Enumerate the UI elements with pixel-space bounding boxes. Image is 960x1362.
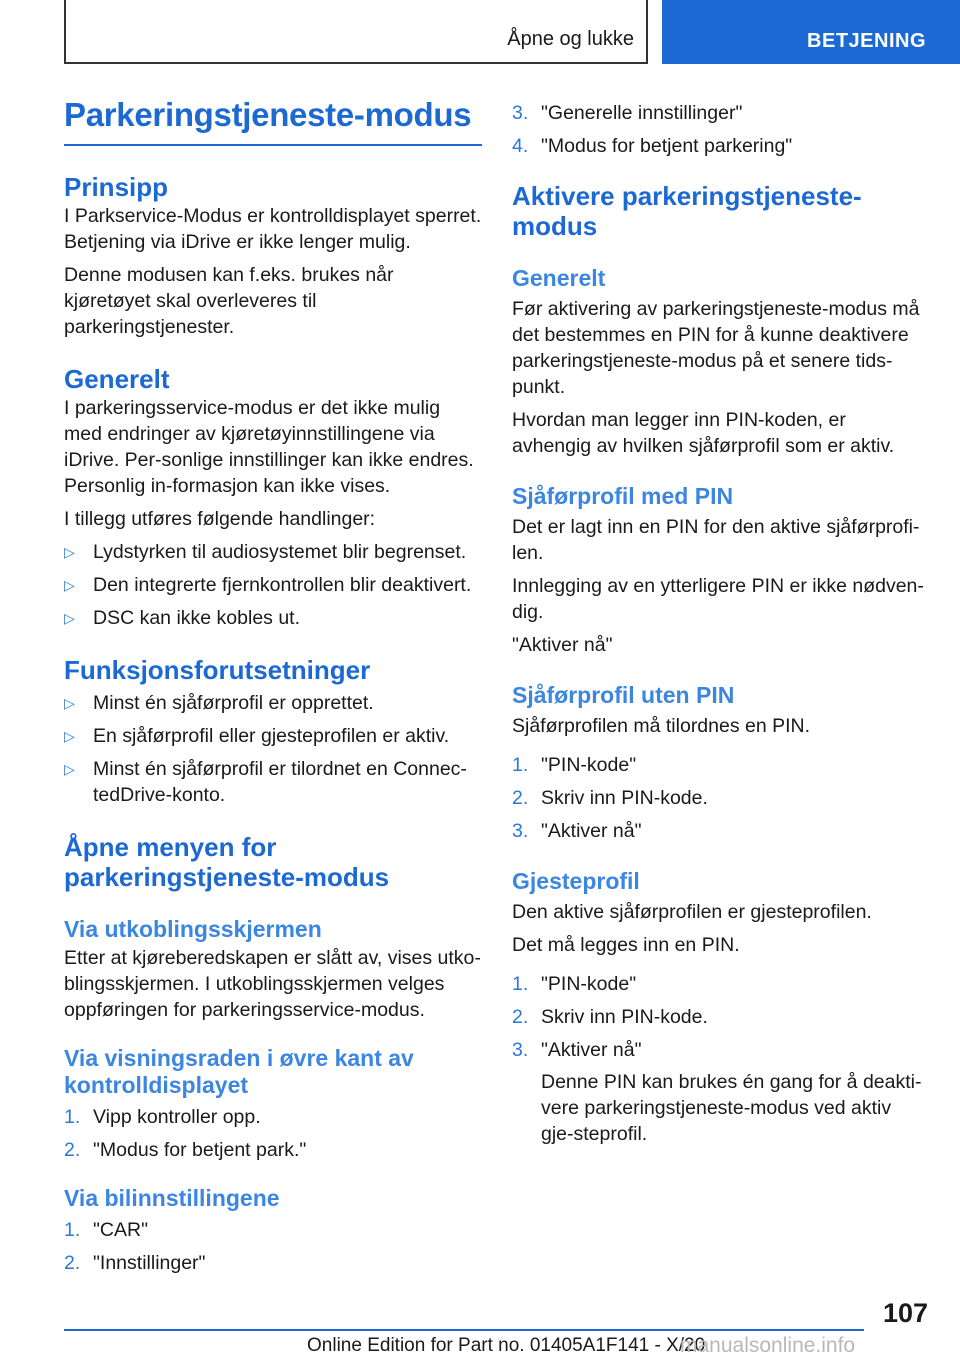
bullet-list [64, 690, 482, 808]
list-item: 2. "Innstillinger" [64, 1252, 206, 1274]
list-item: 1. "PIN-kode" [512, 973, 637, 995]
note-text: Denne PIN kan brukes én gang for å deakti‐vere parkeringstjeneste-modus ved aktiv gje‐steprofil. [541, 1071, 922, 1145]
footer-divider [64, 1329, 864, 1331]
paragraph: Den aktive sjåførprofilen er gjesteprofilen. [512, 901, 872, 923]
list-item: 1. Vipp kontroller opp. [64, 1106, 261, 1128]
header-section-tab [662, 0, 960, 64]
paragraph: I tillegg utføres følgende handlinger: [64, 508, 376, 530]
heading-apne-menyen: Åpne menyen for parkeringstjeneste-modus [64, 832, 390, 892]
list-item: 2. "Modus for betjent park." [64, 1139, 307, 1161]
list-item: 3. "Aktiver nå" Denne PIN kan brukes én gang for å deakti‐vere parkeringstjeneste-modus ved aktiv gje‐steprofil. [512, 1037, 926, 1147]
numbered-list [512, 971, 926, 1147]
list-number: 1. [512, 973, 529, 995]
right-column [512, 100, 926, 1147]
list-number: 4. [512, 135, 529, 157]
list-item: ▷ Den integrerte fjernkontrollen blir deaktivert. [64, 574, 472, 596]
numbered-list [512, 752, 926, 844]
triangle-bullet-icon: ▷ [64, 761, 75, 777]
list-number: 1. [512, 754, 529, 776]
list-item: ▷ DSC kan ikke kobles ut. [64, 607, 301, 629]
paragraph: Før aktivering av parkeringstjeneste-modus må det bestemmes en PIN for å kunne deaktivere parkeringstjeneste-modus på et senere tids‐punkt. [512, 298, 920, 398]
paragraph: Hvordan man legger inn PIN-koden, er avhengig av hvilken sjåførprofil som er aktiv. [512, 409, 895, 457]
list-item: ▷ Minst én sjåførprofil er opprettet. [64, 692, 374, 714]
list-number: 3. [512, 102, 529, 124]
list-item: 2. Skriv inn PIN-kode. [512, 787, 708, 809]
list-item: 2. Skriv inn PIN-kode. [512, 1006, 708, 1028]
paragraph: Det må legges inn en PIN. [512, 934, 740, 956]
list-item: 1. "PIN-kode" [512, 754, 637, 776]
list-item: ▷ Minst én sjåførprofil er tilordnet en Connec‐tedDrive-konto. [64, 758, 467, 806]
bullet-list [64, 539, 482, 631]
paragraph: Denne modusen kan f.eks. brukes når kjøretøyet skal overleveres til parkeringstjenester. [64, 264, 394, 338]
chapter-title: Åpne og lukke [507, 28, 634, 50]
heading-via-utkoblingsskjermen: Via utkoblingsskjermen [64, 916, 322, 942]
triangle-bullet-icon: ▷ [64, 695, 75, 711]
section-title: BETJENING [807, 30, 926, 52]
list-item: 4. "Modus for betjent parkering" [512, 135, 793, 157]
list-item: 3. "Generelle innstillinger" [512, 102, 743, 124]
paragraph: Det er lagt inn en PIN for den aktive sjåførprofi‐len. [512, 516, 920, 564]
heading-sjaforprofil-med-pin: Sjåførprofil med PIN [512, 483, 734, 509]
watermark: manualsonline.info [680, 1334, 856, 1357]
paragraph: I parkeringsservice-modus er det ikke mulig med endringer av kjøretøyinnstillingene via iDrive. Per‐sonlige innstillinger kan ikke endres. Personlig in‐formasjon kan ikke vises. [64, 397, 474, 497]
page-number: 107 [882, 1298, 928, 1328]
triangle-bullet-icon: ▷ [64, 544, 75, 560]
list-number: 2. [64, 1139, 81, 1161]
list-number: 2. [512, 1006, 529, 1028]
numbered-list [512, 100, 926, 159]
list-number: 3. [512, 1039, 529, 1061]
heading-generelt: Generelt [64, 364, 170, 394]
page-title: Parkeringstjeneste-modus [64, 96, 482, 146]
triangle-bullet-icon: ▷ [64, 728, 75, 744]
edition-text: Online Edition for Part no. 01405A1F141 - X/20 [307, 1335, 706, 1356]
heading-via-bilinnstillingene: Via bilinnstillingene [64, 1185, 280, 1211]
triangle-bullet-icon: ▷ [64, 610, 75, 626]
list-item: 3. "Aktiver nå" [512, 820, 642, 842]
paragraph: Sjåførprofilen må tilordnes en PIN. [512, 715, 811, 737]
list-item: ▷ Lydstyrken til audiosystemet blir begrenset. [64, 541, 467, 563]
list-item: ▷ En sjåførprofil eller gjesteprofilen er aktiv. [64, 725, 450, 747]
list-number: 1. [64, 1106, 81, 1128]
heading-prinsipp: Prinsipp [64, 172, 169, 202]
paragraph: Innlegging av en ytterligere PIN er ikke nødven‐dig. [512, 575, 924, 623]
heading-aktivere: Aktivere parkeringstjeneste-modus [512, 181, 862, 241]
paragraph: "Aktiver nå" [512, 634, 613, 656]
list-number: 1. [64, 1219, 81, 1241]
paragraph: I Parkservice-Modus er kontrolldisplayet sperret. Betjening via iDrive er ikke lenger mulig. [64, 205, 482, 253]
heading-funksjonsforutsetninger: Funksjonsforutsetninger [64, 655, 371, 685]
heading-via-visningsraden: Via visningsraden i øvre kant av kontrolldisplayet [64, 1045, 414, 1098]
list-number: 2. [64, 1252, 81, 1274]
left-column [64, 96, 482, 1276]
paragraph: Etter at kjøreberedskapen er slått av, vises utko‐blingsskjermen. I utkoblingsskjermen velges oppføringen for parkeringsservice-modus. [64, 947, 481, 1021]
list-number: 2. [512, 787, 529, 809]
heading-generelt: Generelt [512, 265, 606, 291]
heading-gjesteprofil: Gjesteprofil [512, 868, 640, 894]
header-chapter-box [64, 0, 648, 64]
list-number: 3. [512, 820, 529, 842]
numbered-list [64, 1104, 482, 1163]
triangle-bullet-icon: ▷ [64, 577, 75, 593]
heading-sjaforprofil-uten-pin: Sjåførprofil uten PIN [512, 682, 735, 708]
numbered-list [64, 1217, 482, 1276]
list-item: 1. "CAR" [64, 1219, 149, 1241]
